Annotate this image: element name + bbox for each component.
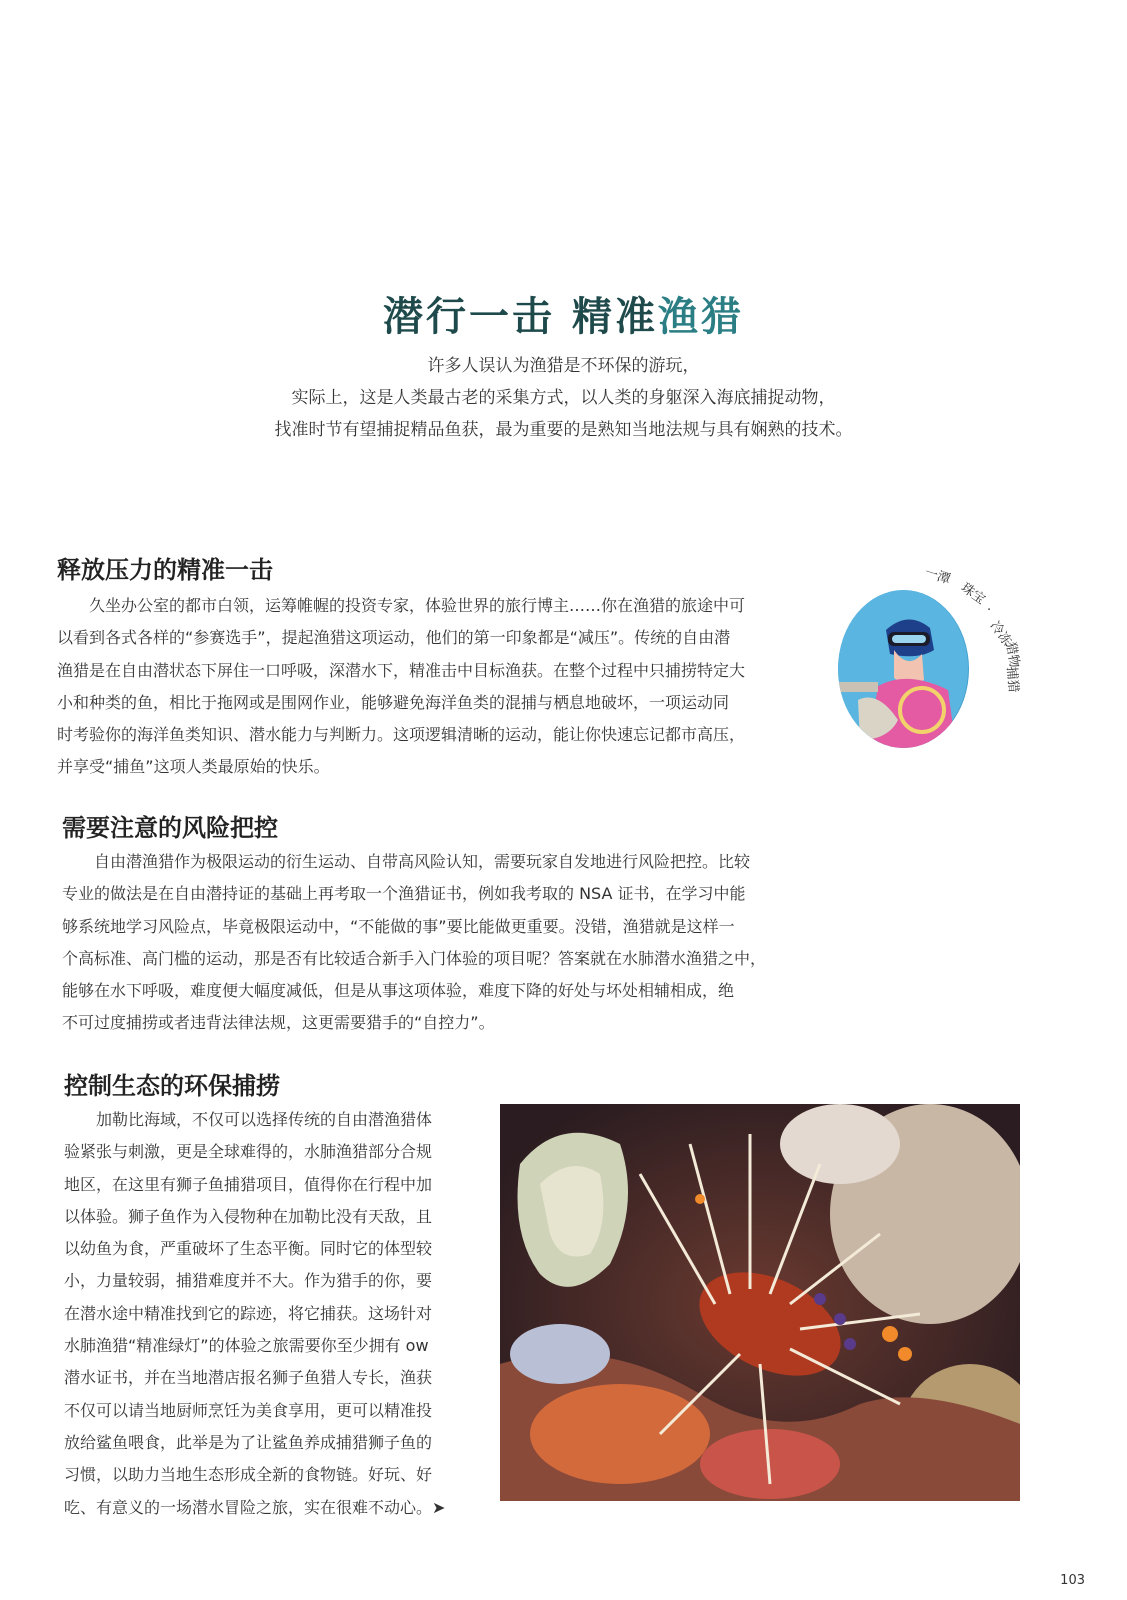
intro-text (180, 350, 947, 446)
section-body-2 (62, 846, 792, 1040)
section-heading-1: 释放压力的精准一击 (57, 556, 273, 584)
paragraph-line: 不可过度捕捞或者违背法律法规，这更需要猎手的“自控力”。 (62, 1013, 495, 1033)
section-body-1 (57, 590, 797, 784)
paragraph-line: 能够在水下呼吸，难度便大幅度减低，但是从事这项体验，难度下降的好处与坏处相辅相成，绝 (62, 981, 735, 1001)
paragraph-line: 久坐办公室的都市白领，运筹帷幄的投资专家，体验世界的旅行博主……你在渔猎的旅途中可 (89, 596, 746, 615)
caption-char: 珠宝 (957, 580, 988, 608)
intro-line: 找准时节有望捕捉精品鱼获，最为重要的是熟知当地法规与具有娴熟的技术。 (274, 420, 853, 440)
section-heading-2: 需要注意的风险把控 (62, 814, 278, 842)
caption-char: 一潭 (922, 565, 953, 588)
paragraph-line: 潜水证书，并在当地潜店报名狮子鱼猎人专长，渔获 (64, 1368, 433, 1388)
paragraph-line: 以体验。狮子鱼作为入侵物种在加勒比没有天敌，且 (64, 1206, 433, 1226)
paragraph-line: 验紧张与刺激，更是全球难得的，水肺渔猎部分合规 (64, 1142, 433, 1162)
paragraph-line: 地区，在这里有狮子鱼捕猎项目，值得你在行程中加 (64, 1174, 433, 1194)
article-title (0, 285, 1127, 342)
reef-illustration (500, 1104, 1020, 1501)
caption-char: · (987, 603, 992, 618)
paragraph-line: 水肺渔猎“精准绿灯”的体验之旅需要你至少拥有 ow (64, 1336, 429, 1356)
paragraph-line: 在潜水途中精准找到它的踪迹，将它捕获。这场针对 (64, 1303, 433, 1323)
paragraph-line: 不仅可以请当地厨师烹饪为美食享用，更可以精准投 (64, 1400, 433, 1420)
caption-char: 捕猎 (1003, 666, 1021, 694)
paragraph-line: 渔猎是在自由潜状态下屏住一口呼吸，深潜水下，精准击中目标渔获。在整个过程中只捕捞特定大 (57, 660, 746, 680)
page-number: 103 (1060, 1573, 1085, 1588)
paragraph-line: 加勒比海域，不仅可以选择传统的自由潜渔猎体 (96, 1110, 433, 1129)
section-body-3 (64, 1104, 474, 1524)
title-tail: 渔猎 (657, 294, 744, 340)
paragraph-line: 专业的做法是在自由潜持证的基础上再考取一个渔猎证书，例如我考取的 NSA 证书，在学习中能 (62, 884, 746, 904)
paragraph-line: 自由潜渔猎作为极限运动的衍生运动、自带高风险认知，需要玩家自发地进行风险把控。比较 (94, 852, 751, 871)
paragraph-line: 并享受“捕鱼”这项人类最原始的快乐。 (57, 757, 330, 777)
paragraph-line: 个高标准、高门槛的运动，那是否有比较适合新手入门体验的项目呢？答案就在水肺潜水渔猎之中， (62, 948, 767, 968)
intro-line: 实际上，这是人类最古老的采集方式，以人类的身躯深入海底捕捉动物， (291, 388, 836, 408)
photo-caption (922, 565, 1035, 695)
paragraph-line: 以看到各式各样的“参赛选手”，提起渔猎这项运动，他们的第一印象都是“减压”。传统的自由潜 (57, 628, 731, 648)
title-main: 潜行一击 精准 (383, 294, 658, 340)
paragraph-line: 够系统地学习风险点，毕竟极限运动中，“不能做的事”要比能做更重要。没错，渔猎就是这样一 (62, 916, 735, 936)
paragraph-line: 吃、有意义的一场潜水冒险之旅，实在很难不动心。➤ (64, 1497, 446, 1517)
caption-char: 猎物 (1002, 640, 1022, 669)
paragraph-line: 以幼鱼为食，严重破坏了生态平衡。同时它的体型较 (64, 1239, 433, 1259)
paragraph-line: 时考验你的海洋鱼类知识、潜水能力与判断力。这项逻辑清晰的运动，能让你快速忘记都市高压， (57, 725, 746, 745)
section-heading-3: 控制生态的环保捕捞 (64, 1072, 280, 1100)
intro-line: 许多人误认为渔猎是不环保的游玩， (427, 356, 700, 376)
paragraph-line: 放给鲨鱼喂食，此举是为了让鲨鱼养成捕猎狮子鱼的 (64, 1432, 433, 1452)
paragraph-line: 习惯，以助力当地生态形成全新的食物链。好玩、好 (64, 1465, 433, 1485)
paragraph-line: 小和种类的鱼，相比于拖网或是围网作业，能够避免海洋鱼类的混捕与栖息地破坏，一项运动同 (57, 692, 730, 712)
lionfish-photo (500, 1104, 1020, 1501)
paragraph-line: 小，力量较弱，捕猎难度并不大。作为猎手的你，要 (64, 1271, 433, 1291)
caption-char: 冷冻 (986, 618, 1014, 649)
